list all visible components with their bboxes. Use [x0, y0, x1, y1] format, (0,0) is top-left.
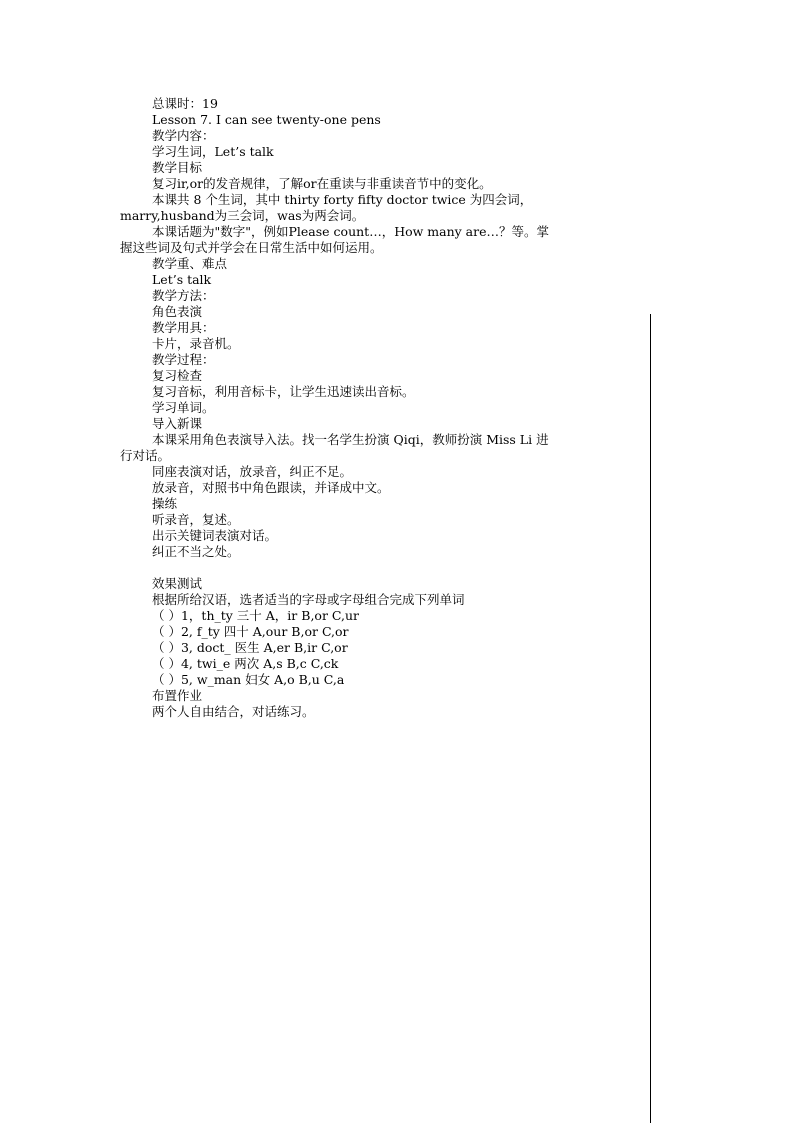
paragraph-roleplay: 本课采用角色表演导入法。找一名学生扮演 Qiqi，教师扮演 Miss Li 进行对话。: [120, 432, 549, 463]
heading-process: 教学过程：: [152, 352, 215, 367]
vertical-rule: [650, 314, 651, 1123]
heading-practice: 操练: [152, 496, 178, 511]
heading-key-points: 教学重、难点: [152, 256, 228, 271]
paragraph-topic: 本课话题为"数字"，例如Please count…，How many are…？等。掌握这些词及句式并学会在日常生活中如何运用。: [120, 224, 550, 255]
heading-tools: 教学用具：: [152, 320, 215, 335]
text-line: 学习生词，Let’s talk: [152, 144, 274, 159]
heading-content: 教学内容：: [152, 128, 215, 143]
text-line: 卡片，录音机。: [152, 336, 240, 351]
quiz-item: （ ）3, doct_ 医生 A,er B,ir C,or: [152, 640, 348, 655]
total-lessons: 总课时：19: [152, 96, 218, 111]
document-body: [120, 96, 560, 720]
quiz-item: （ ）4, twi_e 两次 A,s B,c C,ck: [152, 656, 339, 671]
text-line: 学习单词。: [152, 400, 215, 415]
text-line: 放录音，对照书中角色跟读，并译成中文。: [152, 480, 390, 495]
heading-new-lesson: 导入新课: [152, 416, 203, 431]
text-line: 两个人自由结合，对话练习。: [152, 704, 315, 719]
lesson-title: Lesson 7. I can see twenty-one pens: [152, 112, 381, 127]
text-line: 出示关键词表演对话。: [152, 528, 278, 543]
heading-method: 教学方法：: [152, 288, 215, 303]
text-line: 同座表演对话，放录音，纠正不足。: [152, 464, 353, 479]
text-line: 复习检查: [152, 368, 203, 383]
text-line: 听录音，复述。: [152, 512, 240, 527]
quiz-item: （ ）5, w_man 妇女 A,o B,u C,a: [152, 672, 345, 687]
text-line: 复习音标，利用音标卡，让学生迅速读出音标。: [152, 384, 415, 399]
text-line: 纠正不当之处。: [152, 544, 240, 559]
heading-homework: 布置作业: [152, 688, 203, 703]
text-line: 复习ir,or的发音规律，了解or在重读与非重读音节中的变化。: [152, 176, 492, 191]
blank-line: [120, 560, 560, 576]
text-line: 角色表演: [152, 304, 203, 319]
test-instructions: 根据所给汉语，选者适当的字母或字母组合完成下列单词: [152, 592, 465, 607]
quiz-item: （ ）1，th_ty 三十 A，ir B,or C,ur: [152, 608, 360, 623]
heading-test: 效果测试: [152, 576, 203, 591]
quiz-item: （ ）2, f_ty 四十 A,our B,or C,or: [152, 624, 349, 639]
paragraph-vocab: 本课共 8 个生词，其中 thirty forty fifty doctor twice 为四会词，marry,husband为三会词，was为两会词。: [120, 192, 533, 223]
heading-objectives: 教学目标: [152, 160, 203, 175]
text-line: Let’s talk: [152, 272, 212, 287]
